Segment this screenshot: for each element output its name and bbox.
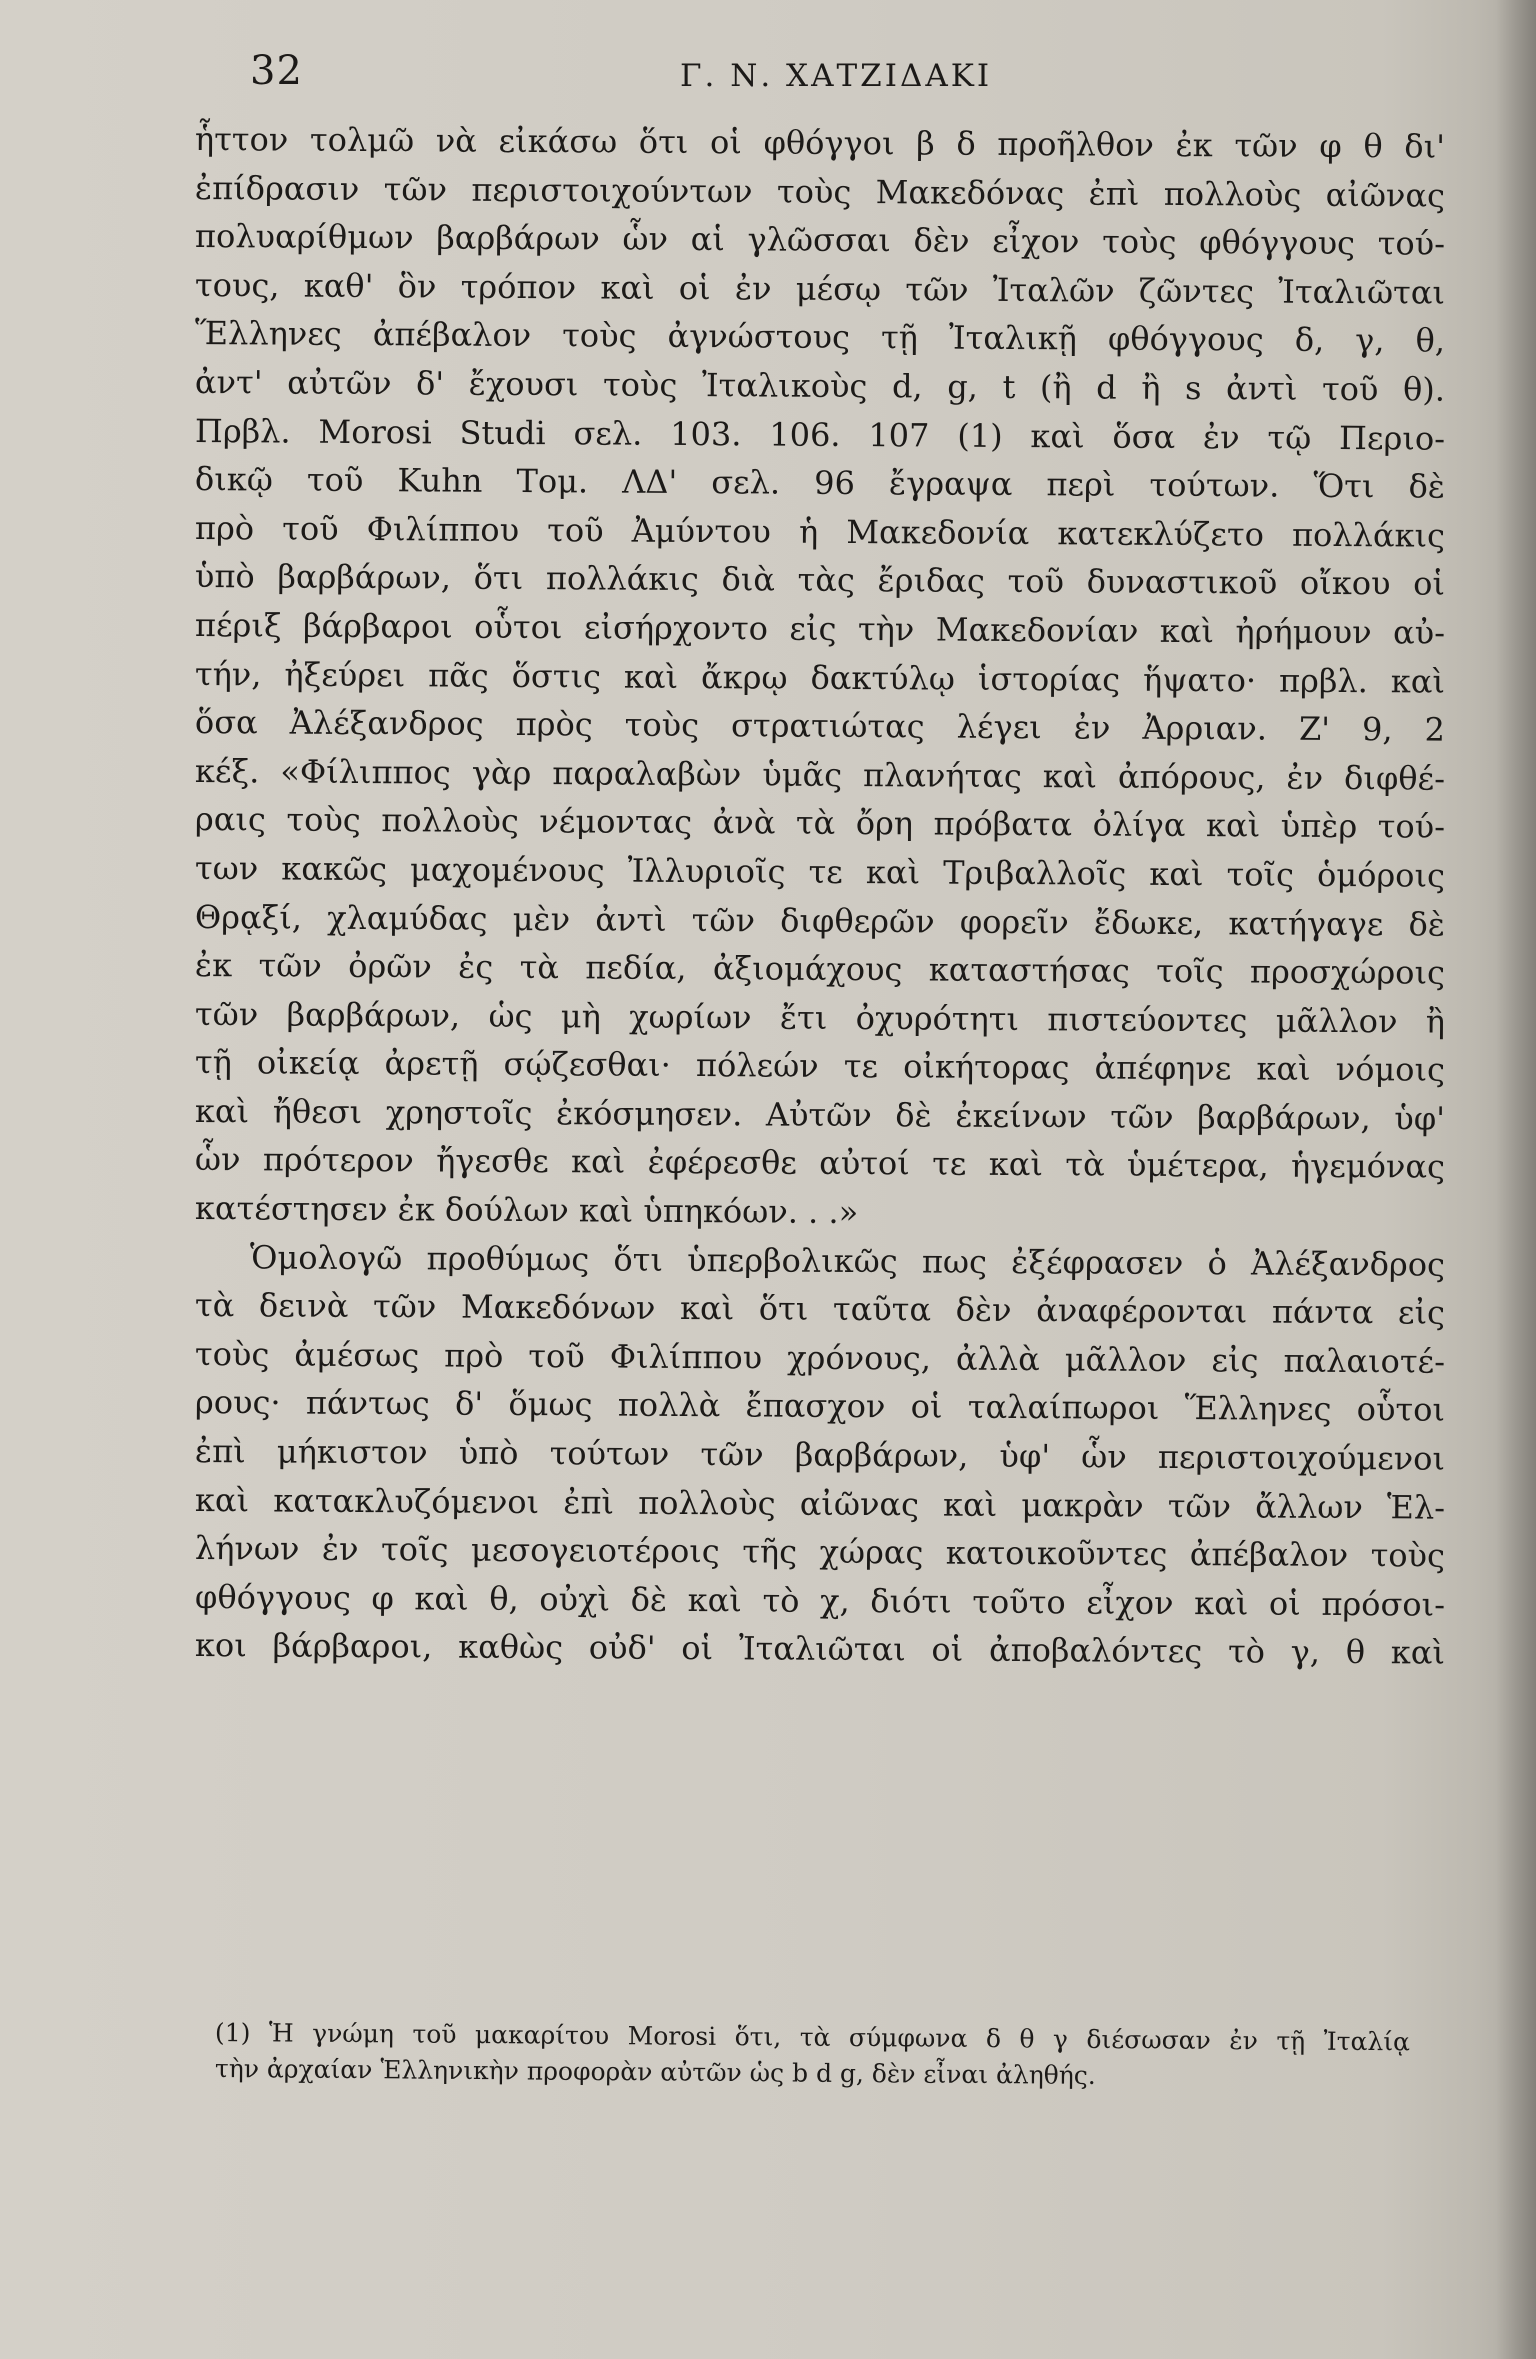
text-line: τους, καθ' ὃν τρόπον καὶ οἱ ἐν μέσῳ τῶν Ἰταλῶν ζῶντες Ἰταλιῶται [194, 265, 1446, 312]
text-line: Ὁμολογῶ προθύμως ὅτι ὑπερβολικῶς πως ἐξέφρασεν ὁ Ἀλέξανδρος [249, 1237, 1446, 1284]
text-line: ἀντ' αὐτῶν δ' ἔχουσι τοὺς Ἰταλικοὺς d, g, t (ἢ d ἢ s ἀντὶ τοῦ θ). [194, 362, 1446, 409]
text-line: ἧττον τολμῶ νὰ εἰκάσω ὅτι οἱ φθόγγοι β δ προῆλθον ἐκ τῶν φ θ δι' [194, 120, 1446, 166]
text-line: πρὸ τοῦ Φιλίππου τοῦ Ἀμύντου ἡ Μακεδονία κατεκλύζετο πολλάκις [194, 508, 1446, 555]
text-line: τὰ δεινὰ τῶν Μακεδόνων καὶ ὅτι ταῦτα δὲν ἀναφέρονται πάντα εἰς [194, 1286, 1446, 1332]
text-line: πέριξ βάρβαροι οὗτοι εἰσήρχοντο εἰς τὴν Μακεδονίαν καὶ ἠρήμουν αὐ- [194, 605, 1446, 652]
text-line: ὅσα Ἀλέξανδρος πρὸς τοὺς στρατιώτας λέγει ἐν Ἀρριαν. Ζ' 9, 2 [194, 703, 1446, 749]
text-line: λήνων ἐν τοῖς μεσογειοτέροις τῆς χώρας κατοικοῦντες ἀπέβαλον τοὺς [194, 1529, 1446, 1575]
text-line: ραις τοὺς πολλοὺς νέμοντας ἀνὰ τὰ ὄρη πρόβατα ὀλίγα καὶ ὑπὲρ τού- [194, 800, 1446, 846]
text-line: Ἕλληνες ἀπέβαλον τοὺς ἀγνώστους τῇ Ἰταλικῇ φθόγγους δ, γ, θ, [194, 314, 1446, 361]
page-header [250, 48, 1430, 108]
page-number: 32 [250, 48, 303, 94]
text-line: δικῷ τοῦ Kuhn Τομ. ΛΔ' σελ. 96 ἔγραψα περὶ τούτων. Ὅτι δὲ [194, 460, 1446, 506]
text-line: τήν, ἠξεύρει πᾶς ὅστις καὶ ἄκρῳ δακτύλῳ ἱστορίας ἥψατο· πρβλ. καὶ [194, 654, 1446, 701]
body-text [194, 115, 1446, 1673]
text-line: ὧν πρότερον ἤγεσθε καὶ ἐφέρεσθε αὐτοί τε καὶ τὰ ὑμέτερα, ἡγεμόνας [194, 1140, 1446, 1187]
running-head: Γ. Ν. ΧΑΤΖΙΔΑΚΙ [680, 58, 993, 94]
text-line: τοὺς ἀμέσως πρὸ τοῦ Φιλίππου χρόνους, ἀλλὰ μᾶλλον εἰς παλαιοτέ- [194, 1334, 1446, 1381]
text-line: Θρᾳξί, χλαμύδας μὲν ἀντὶ τῶν διφθερῶν φορεῖν ἔδωκε, κατήγαγε δὲ [194, 897, 1446, 944]
text-line: καὶ κατακλυζόμενοι ἐπὶ πολλοὺς αἰῶνας καὶ μακρὰν τῶν ἄλλων Ἑλ- [194, 1480, 1446, 1527]
text-line: ἐκ τῶν ὀρῶν ἐς τὰ πεδία, ἀξιομάχους καταστήσας τοῖς προσχώροις [194, 946, 1446, 992]
text-line: ὑπὸ βαρβάρων, ὅτι πολλάκις διὰ τὰς ἔριδας τοῦ δυναστικοῦ οἴκου οἱ [194, 557, 1446, 603]
footnote-line: τὴν ἀρχαίαν Ἑλληνικὴν προφορὰν αὐτῶν ὡς b d g, δὲν εἶναι ἀληθής. [214, 2054, 1096, 2090]
text-line: κέξ. «Φίλιππος γὰρ παραλαβὼν ὑμᾶς πλανήτας καὶ ἀπόρους, ἐν διφθέ- [194, 751, 1446, 798]
text-line: ἐπὶ μήκιστον ὑπὸ τούτων τῶν βαρβάρων, ὑφ' ὧν περιστοιχούμενοι [194, 1432, 1446, 1478]
text-line: πολυαρίθμων βαρβάρων ὧν αἱ γλῶσσαι δὲν εἶχον τοὺς φθόγγους τού- [194, 217, 1446, 263]
text-line: τῇ οἰκείᾳ ἀρετῇ σῴζεσθαι· πόλεών τε οἰκήτορας ἀπέφηνε καὶ νόμοις [194, 1043, 1446, 1089]
text-line: κοι βάρβαροι, καθὼς οὐδ' οἱ Ἰταλιῶται οἱ ἀποβαλόντες τὸ γ, θ καὶ [194, 1626, 1446, 1673]
page-binding-shadow [1496, 0, 1536, 2359]
text-line: ἐπίδρασιν τῶν περιστοιχούντων τοὺς Μακεδόνας ἐπὶ πολλοὺς αἰῶνας [194, 168, 1446, 215]
text-line: ρους· πάντως δ' ὅμως πολλὰ ἔπασχον οἱ ταλαίπωροι Ἕλληνες οὗτοι [194, 1383, 1446, 1430]
text-line: Πρβλ. Morosi Studi σελ. 103. 106. 107 (1) καὶ ὅσα ἐν τῷ Περιο- [194, 411, 1446, 458]
text-line: φθόγγους φ καὶ θ, οὐχὶ δὲ καὶ τὸ χ, διότι τοῦτο εἶχον καὶ οἱ πρόσοι- [194, 1577, 1446, 1624]
text-line: καὶ ἤθεσι χρηστοῖς ἐκόσμησεν. Αὐτῶν δὲ ἐκείνων τῶν βαρβάρων, ὑφ' [194, 1091, 1446, 1138]
footnotes [214, 2015, 1411, 2090]
text-line: των κακῶς μαχομένους Ἰλλυριοῖς τε καὶ Τριβαλλοῖς καὶ τοῖς ὁμόροις [194, 848, 1446, 895]
text-line: κατέστησεν ἐκ δούλων καὶ ὑπηκόων. . .» [194, 1189, 859, 1232]
text-line: τῶν βαρβάρων, ὡς μὴ χωρίων ἔτι ὀχυρότητι πιστεύοντες μᾶλλον ἢ [194, 994, 1446, 1041]
footnote-line: (1) Ἡ γνώμη τοῦ μακαρίτου Morosi ὅτι, τὰ σύμφωνα δ θ γ διέσωσαν ἐν τῇ Ἰταλίᾳ [214, 2018, 1411, 2057]
